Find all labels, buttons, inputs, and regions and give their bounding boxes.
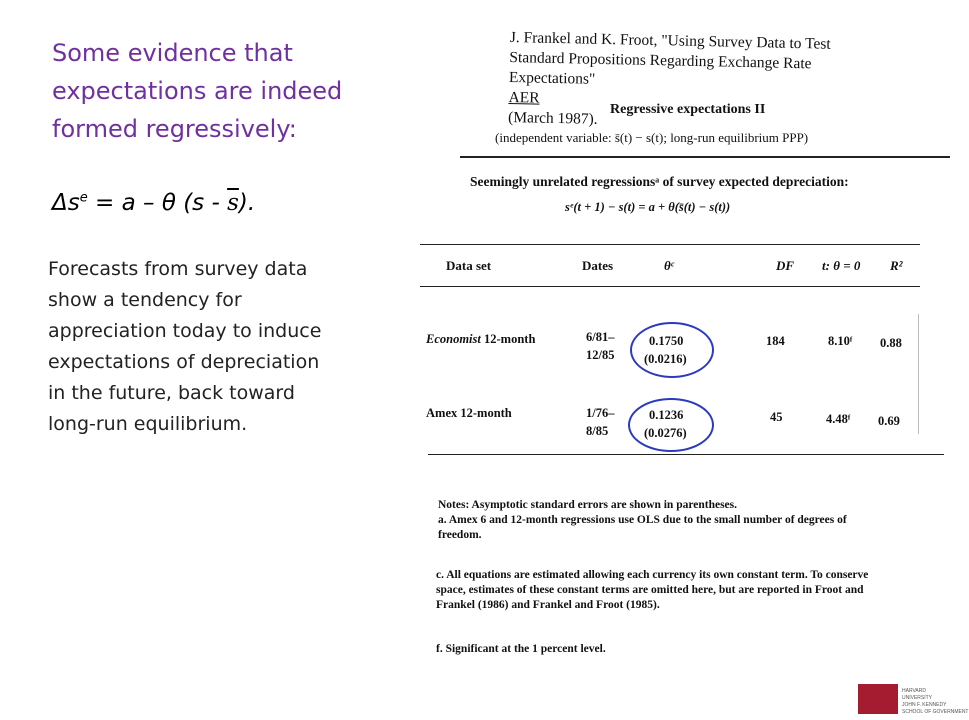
theta-estimate: 0.1750 bbox=[649, 334, 684, 348]
citation bbox=[508, 28, 831, 135]
notes-block-c bbox=[436, 568, 868, 613]
dataset-rest: Amex 12-month bbox=[426, 406, 512, 420]
row-economist-dataset bbox=[426, 332, 535, 347]
theta-estimate: 0.1236 bbox=[649, 408, 684, 422]
logo-line: JOHN F. KENNEDY bbox=[902, 702, 947, 708]
dataset-italic: Economist bbox=[426, 332, 481, 346]
body-line: Forecasts from survey data bbox=[48, 258, 308, 280]
body-line: expectations of depreciation bbox=[48, 351, 320, 373]
citation-line: J. Frankel and K. Froot, "Using Survey Data to Test bbox=[509, 28, 831, 53]
theta-std-error: (0.0216) bbox=[644, 352, 687, 366]
highlight-circle bbox=[628, 398, 714, 452]
title-line: formed regressively: bbox=[52, 115, 297, 143]
harvard-kennedy-logo bbox=[858, 682, 969, 716]
citation-journal: AER bbox=[508, 88, 540, 107]
logo-line: SCHOOL OF GOVERNMENT bbox=[902, 709, 969, 715]
row-amex-r2: 0.69 bbox=[878, 414, 900, 428]
row-amex-dates bbox=[586, 404, 614, 440]
note-line: space, estimates of these constant terms are omitted here, but are reported in Froot and bbox=[436, 584, 864, 596]
row-amex-dataset bbox=[426, 406, 512, 421]
body-line: in the future, back toward bbox=[48, 382, 295, 404]
row-amex-df: 45 bbox=[770, 410, 783, 424]
theta-std-error: (0.0276) bbox=[644, 426, 687, 440]
header-rule-top bbox=[420, 244, 920, 245]
harvard-shield-icon bbox=[858, 684, 898, 714]
note-line: Frankel (1986) and Frankel and Froot (1985). bbox=[436, 599, 660, 611]
row-economist-df: 184 bbox=[766, 334, 785, 348]
dataset-rest: 12-month bbox=[480, 332, 536, 346]
header-theta: θᶜ bbox=[664, 258, 675, 273]
scanned-table-excerpt bbox=[420, 14, 950, 694]
table-rule-bottom bbox=[428, 454, 944, 455]
slide-title bbox=[52, 34, 392, 148]
row-amex-t: 4.48ᶠ bbox=[826, 412, 851, 426]
date-end: 12/85 bbox=[586, 348, 615, 362]
logo-text bbox=[902, 688, 969, 716]
note-line: Notes: Asymptotic standard errors are shown in parentheses. bbox=[438, 499, 737, 511]
citation-line3-post: (March 1987). bbox=[507, 108, 598, 128]
notes-block-a bbox=[438, 498, 847, 543]
header-rule-bottom bbox=[420, 286, 920, 287]
title-line: expectations are indeed bbox=[52, 77, 343, 105]
header-df: DF bbox=[776, 258, 795, 273]
date-start: 1/76– bbox=[586, 406, 615, 420]
regressive-equation bbox=[52, 190, 255, 216]
note-line: a. Amex 6 and 12-month regressions use OLS due to the small number of degrees of bbox=[438, 514, 847, 526]
header-r2: R² bbox=[890, 258, 903, 273]
table-title: Regressive expectations II bbox=[610, 102, 766, 117]
row-economist-t: 8.10ᶠ bbox=[828, 334, 853, 348]
note-f: f. Significant at the 1 percent level. bbox=[436, 643, 606, 655]
equation-superscript: e bbox=[79, 190, 88, 206]
equation-lhs: Δs bbox=[52, 190, 80, 216]
table-subtitle: (independent variable: s̄(t) − s(t); long-run equilibrium PPP) bbox=[495, 130, 809, 145]
table-edge-line bbox=[918, 314, 919, 434]
logo-line: HARVARD bbox=[902, 688, 926, 694]
title-line: Some evidence that bbox=[52, 39, 293, 67]
equation-rhs-a: = a – θ (s - bbox=[87, 190, 228, 216]
citation-line: Standard Propositions Regarding Exchange Rate bbox=[509, 48, 812, 73]
header-data-set: Data set bbox=[446, 258, 492, 273]
body-line: show a tendency for bbox=[48, 289, 242, 311]
date-end: 8/85 bbox=[586, 424, 609, 438]
highlight-circle bbox=[630, 322, 714, 378]
body-line: long-run equilibrium. bbox=[48, 413, 248, 435]
note-line: c. All equations are estimated allowing each currency its own constant term. To conserve bbox=[436, 569, 869, 581]
header-dates: Dates bbox=[582, 258, 614, 273]
table-rule-top bbox=[460, 156, 950, 158]
equation-sbar: $\overline{s}$ bbox=[227, 190, 239, 216]
header-t-stat: t: θ = 0 bbox=[822, 258, 861, 273]
date-start: 6/81– bbox=[586, 330, 615, 344]
body-line: appreciation today to induce bbox=[48, 320, 322, 342]
note-line: freedom. bbox=[438, 529, 482, 541]
row-economist-r2: 0.88 bbox=[880, 336, 902, 350]
regression-formula: sᵉ(t + 1) − s(t) = a + θ(s̄(t) − s(t)) bbox=[565, 200, 731, 214]
equation-rhs-b: ). bbox=[238, 190, 256, 216]
survey-title: Seemingly unrelated regressionsᵃ of survey expected depreciation: bbox=[470, 174, 849, 189]
body-paragraph bbox=[48, 254, 398, 440]
citation-line3-pre: Expectations" bbox=[508, 68, 596, 88]
row-economist-dates bbox=[586, 328, 614, 364]
logo-line: UNIVERSITY bbox=[902, 695, 933, 701]
